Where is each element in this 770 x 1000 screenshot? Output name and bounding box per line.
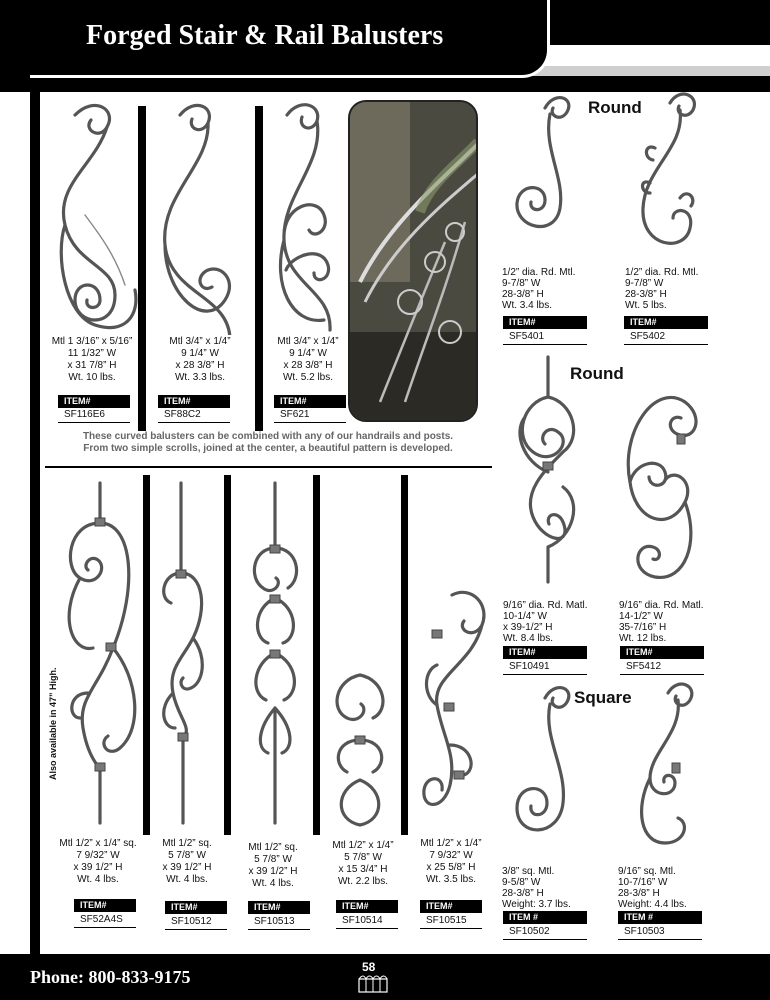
spec-line: Wt. 4 lbs. bbox=[252, 878, 294, 889]
item-label: ITEM# bbox=[503, 646, 587, 659]
staircase-illustration bbox=[350, 102, 478, 422]
product-spec-sf10503 bbox=[618, 866, 728, 910]
item-label: ITEM# bbox=[165, 901, 227, 914]
product-spec-sf621 bbox=[258, 336, 358, 384]
spec-line: Wt. 4 lbs. bbox=[166, 874, 208, 885]
spec-line: Mtl 1/2” x 1/4” sq. bbox=[59, 838, 137, 849]
spec-line: Wt. 12 lbs. bbox=[619, 633, 667, 644]
baluster-image-sf10491 bbox=[503, 352, 593, 592]
spec-line: Wt. 2.2 lbs. bbox=[337, 876, 388, 887]
spec-line: 3/8” sq. Mtl. bbox=[502, 866, 555, 877]
spec-line: 1/2” dia. Rd. Mtl. bbox=[502, 267, 576, 278]
spec-line: 9/16” sq. Mtl. bbox=[618, 866, 676, 877]
item-number-sf10503: SF10503 bbox=[618, 925, 702, 940]
spec-line: Mtl 3/4” x 1/4” bbox=[169, 336, 231, 347]
spec-line: 10-7/16” W bbox=[618, 877, 668, 888]
spec-line: Mtl 3/4” x 1/4” bbox=[277, 336, 339, 347]
fence-icon bbox=[358, 975, 388, 993]
baluster-image-sf88c2 bbox=[150, 95, 245, 335]
baluster-image-sf5401 bbox=[505, 88, 580, 263]
spec-line: 11 1/32” W bbox=[67, 348, 117, 359]
spec-line: Wt. 3.4 lbs. bbox=[502, 300, 553, 311]
item-number-sf52a4s: SF52A4S bbox=[74, 913, 136, 928]
product-spec-sf10515 bbox=[406, 838, 496, 886]
spec-line: x 28 3/8” H bbox=[283, 360, 333, 371]
spec-line: Wt. 4 lbs. bbox=[77, 874, 119, 885]
spec-line: x 15 3/4” H bbox=[338, 864, 388, 875]
item-number-sf10512: SF10512 bbox=[165, 915, 227, 930]
combination-caption bbox=[48, 431, 488, 455]
spec-line: 9-7/8” W bbox=[625, 278, 664, 289]
item-number-sf10513: SF10513 bbox=[248, 915, 310, 930]
spec-line: 1/2” dia. Rd. Mtl. bbox=[625, 267, 699, 278]
spec-line: Mtl 1/2” x 1/4” bbox=[420, 838, 482, 849]
item-label: ITEM# bbox=[74, 899, 136, 912]
product-spec-sf10502 bbox=[502, 866, 612, 910]
divider-bar bbox=[401, 475, 408, 835]
section-label-round: Round bbox=[588, 98, 642, 117]
item-number-sf10515: SF10515 bbox=[420, 914, 482, 929]
spec-line: 9 1/4” W bbox=[289, 348, 327, 359]
item-label: ITEM# bbox=[620, 646, 704, 659]
section-label-square: Square bbox=[574, 688, 632, 707]
phone-number: Phone: 800-833-9175 bbox=[30, 967, 191, 987]
baluster-image-sf10502 bbox=[505, 678, 580, 858]
left-border bbox=[30, 92, 40, 954]
spec-line: 5 7/8” W bbox=[254, 854, 292, 865]
spec-line: Mtl 1/2” sq. bbox=[162, 838, 212, 849]
baluster-image-sf10514 bbox=[325, 670, 395, 830]
spec-line: Mtl 1/2” sq. bbox=[248, 842, 298, 853]
divider-bar bbox=[143, 475, 150, 835]
baluster-image-sf116e6 bbox=[45, 95, 140, 335]
spec-line: 5 7/8” W bbox=[344, 852, 382, 863]
item-label: ITEM# bbox=[420, 900, 482, 913]
product-spec-sf10513 bbox=[230, 842, 316, 890]
spec-line: x 31 7/8” H bbox=[67, 360, 117, 371]
product-spec-sf10514 bbox=[318, 840, 408, 888]
spec-line: 9-5/8” W bbox=[502, 877, 541, 888]
item-number-sf5401: SF5401 bbox=[503, 330, 587, 345]
spec-line: 9-7/8” W bbox=[502, 278, 541, 289]
spec-line: 28-3/8” H bbox=[625, 289, 667, 300]
product-spec-sf52a4s bbox=[48, 838, 148, 886]
baluster-image-sf10513 bbox=[238, 478, 313, 828]
spec-line: Wt. 8.4 lbs. bbox=[503, 633, 554, 644]
spec-line: Weight: 3.7 lbs. bbox=[502, 899, 571, 910]
spec-line: Mtl 1/2” x 1/4” bbox=[332, 840, 394, 851]
baluster-image-sf5402 bbox=[625, 88, 705, 263]
baluster-image-sf621 bbox=[262, 95, 347, 335]
product-spec-sf116e6 bbox=[42, 336, 142, 384]
spec-line: Wt. 5.2 lbs. bbox=[282, 372, 333, 383]
product-spec-sf5402 bbox=[625, 267, 735, 311]
item-number-sf116e6: SF116E6 bbox=[58, 408, 130, 423]
spec-line: 35-7/16” H bbox=[619, 622, 667, 633]
item-label: ITEM# bbox=[248, 901, 310, 914]
baluster-image-sf52a4s bbox=[58, 478, 143, 828]
item-number-sf10502: SF10502 bbox=[503, 925, 587, 940]
spec-line: x 39-1/2” H bbox=[503, 622, 553, 633]
page-number: 58 bbox=[362, 960, 376, 974]
spec-line: 14-1/2” W bbox=[619, 611, 663, 622]
spec-line: x 39 1/2” H bbox=[162, 862, 212, 873]
baluster-image-sf10515 bbox=[412, 585, 492, 830]
item-label: ITEM # bbox=[503, 911, 587, 924]
spec-line: x 25 5/8” H bbox=[426, 862, 476, 873]
spec-line: 9/16” dia. Rd. Matl. bbox=[503, 600, 588, 611]
caption-line: From two simple scrolls, joined at the center, a beautiful pattern is developed. bbox=[83, 443, 453, 454]
spec-line: 28-3/8” H bbox=[502, 888, 544, 899]
item-label: ITEM # bbox=[618, 911, 702, 924]
item-number-sf10514: SF10514 bbox=[336, 914, 398, 929]
item-label: ITEM# bbox=[624, 316, 708, 329]
product-spec-sf10491 bbox=[503, 600, 613, 644]
spec-line: Wt. 3.5 lbs. bbox=[425, 874, 476, 885]
spec-line: 28-3/8” H bbox=[502, 289, 544, 300]
spec-line: Wt. 5 lbs. bbox=[625, 300, 667, 311]
spec-line: Wt. 3.3 lbs. bbox=[174, 372, 225, 383]
item-number-sf88c2: SF88C2 bbox=[158, 408, 230, 423]
divider-bar bbox=[313, 475, 320, 835]
product-spec-sf5412 bbox=[619, 600, 729, 644]
baluster-image-sf5412 bbox=[615, 362, 705, 592]
spec-line: 7 9/32” W bbox=[429, 850, 473, 861]
spec-line: 7 9/32” W bbox=[76, 850, 120, 861]
baluster-image-sf10512 bbox=[153, 478, 218, 828]
product-spec-sf88c2 bbox=[150, 336, 250, 384]
availability-note: Also available in 47” High. bbox=[48, 667, 58, 780]
spec-line: 28-3/8” H bbox=[618, 888, 660, 899]
section-label-round: Round bbox=[570, 364, 624, 383]
spec-line: 9 1/4” W bbox=[181, 348, 219, 359]
spec-line: Wt. 10 lbs. bbox=[68, 372, 116, 383]
spec-line: Mtl 1 3/16” x 5/16” bbox=[51, 336, 133, 347]
item-number-sf621: SF621 bbox=[274, 408, 346, 423]
item-label: ITEM# bbox=[274, 395, 346, 408]
item-label: ITEM# bbox=[158, 395, 230, 408]
spec-line: Weight: 4.4 lbs. bbox=[618, 899, 687, 910]
divider-bar bbox=[224, 475, 231, 835]
spec-line: x 39 1/2” H bbox=[73, 862, 123, 873]
spec-line: x 28 3/8” H bbox=[175, 360, 225, 371]
item-label: ITEM# bbox=[336, 900, 398, 913]
caption-line: These curved balusters can be combined with any of our handrails and posts. bbox=[82, 431, 454, 442]
spec-line: 9/16” dia. Rd. Matl. bbox=[619, 600, 704, 611]
product-spec-sf5401 bbox=[502, 267, 612, 311]
product-spec-sf10512 bbox=[143, 838, 231, 886]
item-number-sf5412: SF5412 bbox=[620, 660, 704, 675]
item-number-sf10491: SF10491 bbox=[503, 660, 587, 675]
item-label: ITEM# bbox=[58, 395, 130, 408]
item-label: ITEM# bbox=[503, 316, 587, 329]
baluster-image-sf10503 bbox=[620, 678, 700, 858]
page-title: Forged Stair & Rail Balusters bbox=[86, 20, 444, 51]
staircase-photo bbox=[348, 100, 478, 422]
spec-line: x 39 1/2” H bbox=[248, 866, 298, 877]
spec-line: 5 7/8” W bbox=[168, 850, 206, 861]
section-divider bbox=[45, 466, 492, 468]
item-number-sf5402: SF5402 bbox=[624, 330, 708, 345]
spec-line: 10-1/4” W bbox=[503, 611, 547, 622]
